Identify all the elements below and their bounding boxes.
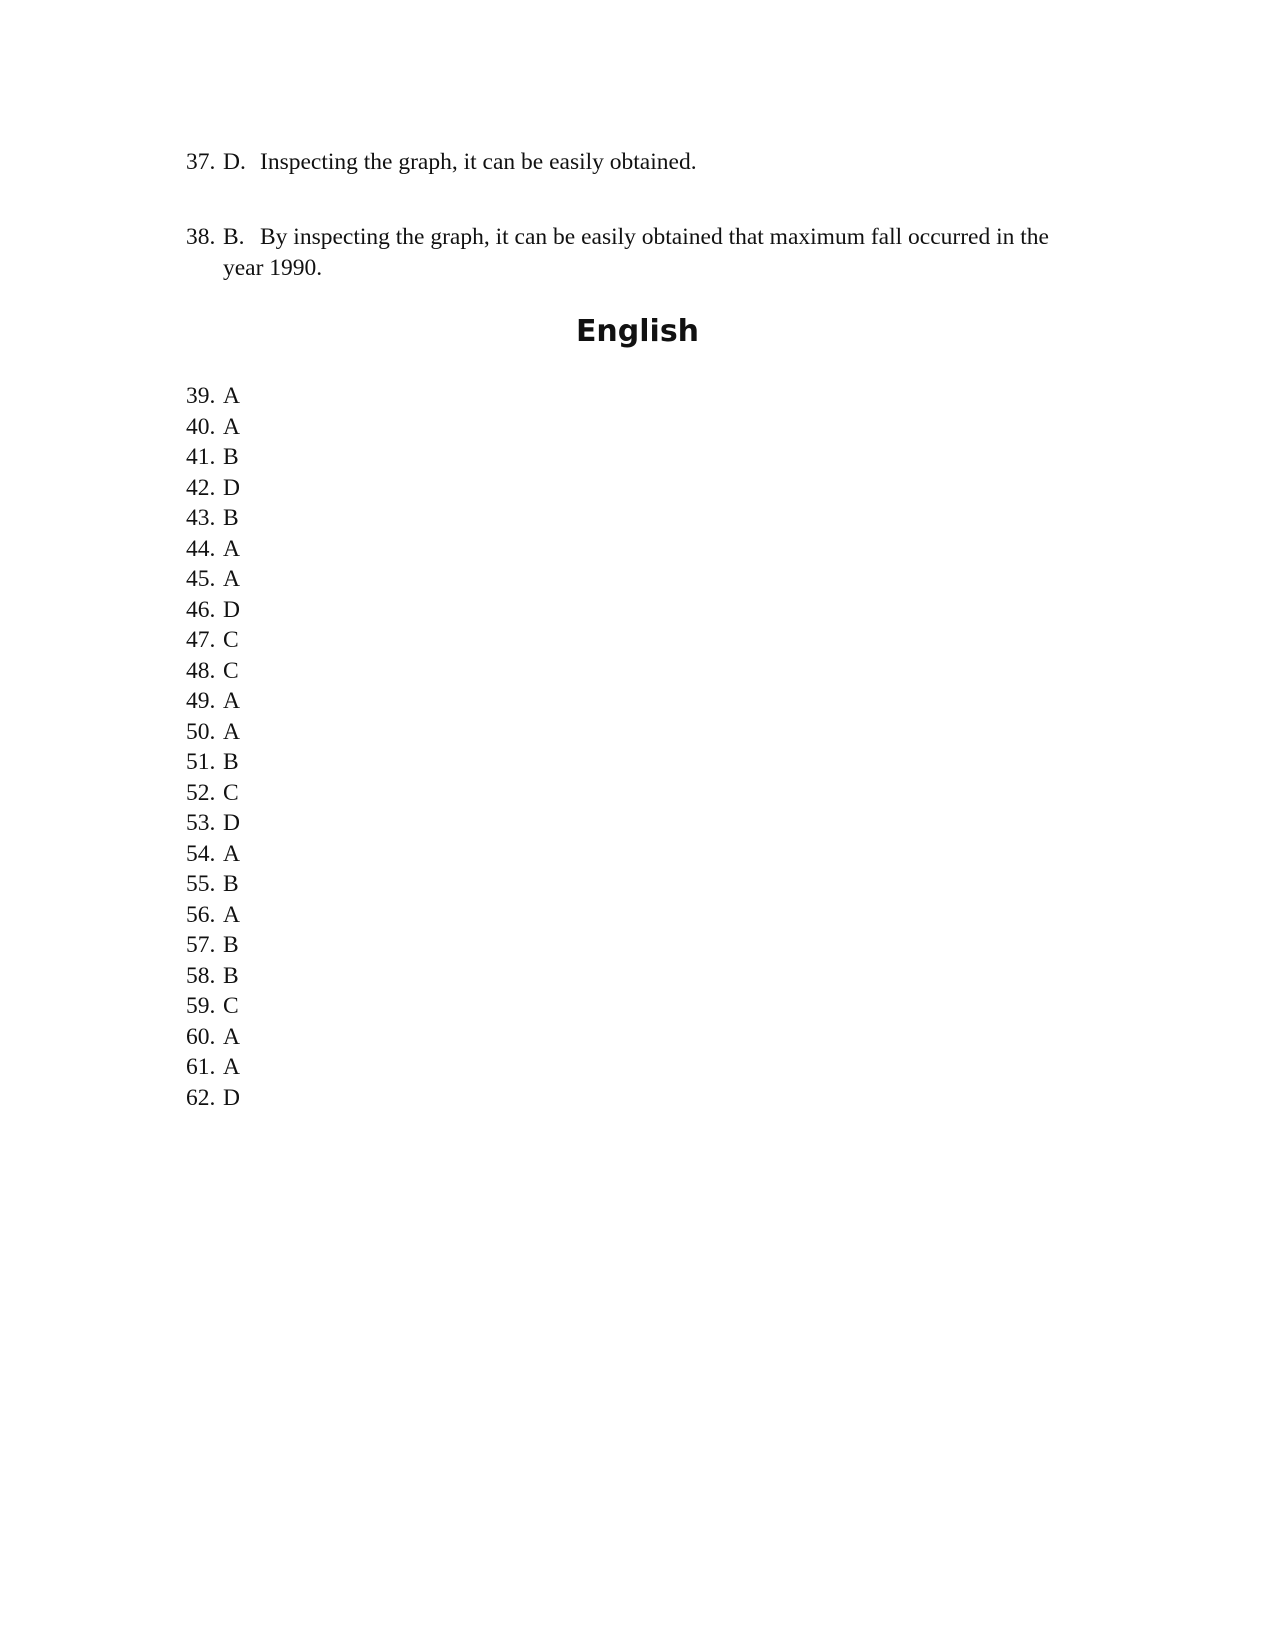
answer-item: [186, 900, 240, 931]
answer-letter: A: [223, 535, 240, 562]
answer-letter: A: [223, 1054, 240, 1080]
answer-item: [186, 839, 240, 870]
solution-38: [186, 222, 1116, 284]
question-number: 43.: [186, 505, 216, 531]
answer-item: [186, 1083, 240, 1114]
question-number: 60.: [186, 1023, 216, 1050]
answer-item: [186, 1052, 240, 1083]
question-number: 39.: [186, 383, 216, 409]
answer-item: [186, 961, 240, 992]
question-number: 41.: [186, 444, 216, 470]
question-number: 37.: [186, 149, 216, 175]
question-number: 49.: [186, 688, 216, 714]
question-number: 42.: [186, 474, 216, 501]
answer-letter: A: [223, 566, 240, 592]
question-number: 44.: [186, 535, 216, 562]
answer-item: [186, 473, 240, 504]
question-number: 50.: [186, 718, 216, 745]
answer-letter: A: [223, 383, 240, 409]
answer-letter: B: [223, 932, 239, 958]
answer-item: [186, 381, 240, 412]
section-heading: English: [575, 314, 700, 349]
answer-letter: C: [223, 993, 239, 1019]
answer-item: [186, 686, 240, 717]
question-number: 56.: [186, 901, 216, 928]
answer-letter: B.: [223, 224, 245, 250]
answer-item: [186, 442, 240, 473]
answer-letter: D: [223, 474, 240, 501]
question-number: 62.: [186, 1084, 216, 1111]
question-number: 57.: [186, 932, 216, 958]
answer-item: [186, 595, 240, 626]
answer-letter: A: [223, 840, 240, 867]
answer-item: [186, 778, 240, 809]
answer-item: [186, 747, 240, 778]
explanation-continuation: year 1990.: [223, 255, 323, 281]
question-number: 46.: [186, 596, 216, 623]
solution-37: [186, 147, 1116, 178]
answer-letter: A: [223, 901, 240, 928]
question-number: 45.: [186, 566, 216, 592]
answer-letter: C: [223, 779, 239, 806]
answer-item: [186, 808, 240, 839]
answer-letter: B: [223, 871, 239, 897]
answer-letter: B: [223, 749, 239, 775]
answer-letter: D: [223, 1084, 240, 1111]
question-number: 53.: [186, 810, 216, 836]
solution-line: [186, 147, 1116, 178]
answer-letter: D: [223, 810, 240, 836]
answer-letter: B: [223, 444, 239, 470]
answer-item: [186, 869, 240, 900]
question-number: 54.: [186, 840, 216, 867]
question-number: 58.: [186, 962, 216, 989]
answer-item: [186, 991, 240, 1022]
question-number: 59.: [186, 993, 216, 1019]
answer-letter: D.: [223, 149, 246, 175]
question-number: 61.: [186, 1054, 216, 1080]
answer-item: [186, 564, 240, 595]
answer-letter: B: [223, 505, 239, 531]
question-number: 51.: [186, 749, 216, 775]
answer-item: [186, 412, 240, 443]
solution-line: [186, 222, 1116, 253]
question-number: 48.: [186, 657, 216, 684]
explanation-text: Inspecting the graph, it can be easily obtained.: [260, 149, 697, 175]
question-number: 40.: [186, 413, 216, 440]
question-number: 55.: [186, 871, 216, 897]
question-number: 52.: [186, 779, 216, 806]
answer-item: [186, 656, 240, 687]
answer-letter: C: [223, 627, 239, 653]
answer-item: [186, 1022, 240, 1053]
answer-letter: D: [223, 596, 240, 623]
question-number: 38.: [186, 224, 216, 250]
explanation-text: By inspecting the graph, it can be easily obtained that maximum fall occurred in the: [260, 224, 1049, 250]
answer-item: [186, 534, 240, 565]
answer-letter: A: [223, 688, 240, 714]
answer-item: [186, 717, 240, 748]
question-number: 47.: [186, 627, 216, 653]
answer-letter: C: [223, 657, 239, 684]
answer-letter: A: [223, 1023, 240, 1050]
answer-letter: A: [223, 718, 240, 745]
answer-letter: A: [223, 413, 240, 440]
answer-item: [186, 503, 240, 534]
answer-item: [186, 625, 240, 656]
answer-letter: B: [223, 962, 239, 989]
answer-item: [186, 930, 240, 961]
answer-list: [186, 381, 240, 1113]
